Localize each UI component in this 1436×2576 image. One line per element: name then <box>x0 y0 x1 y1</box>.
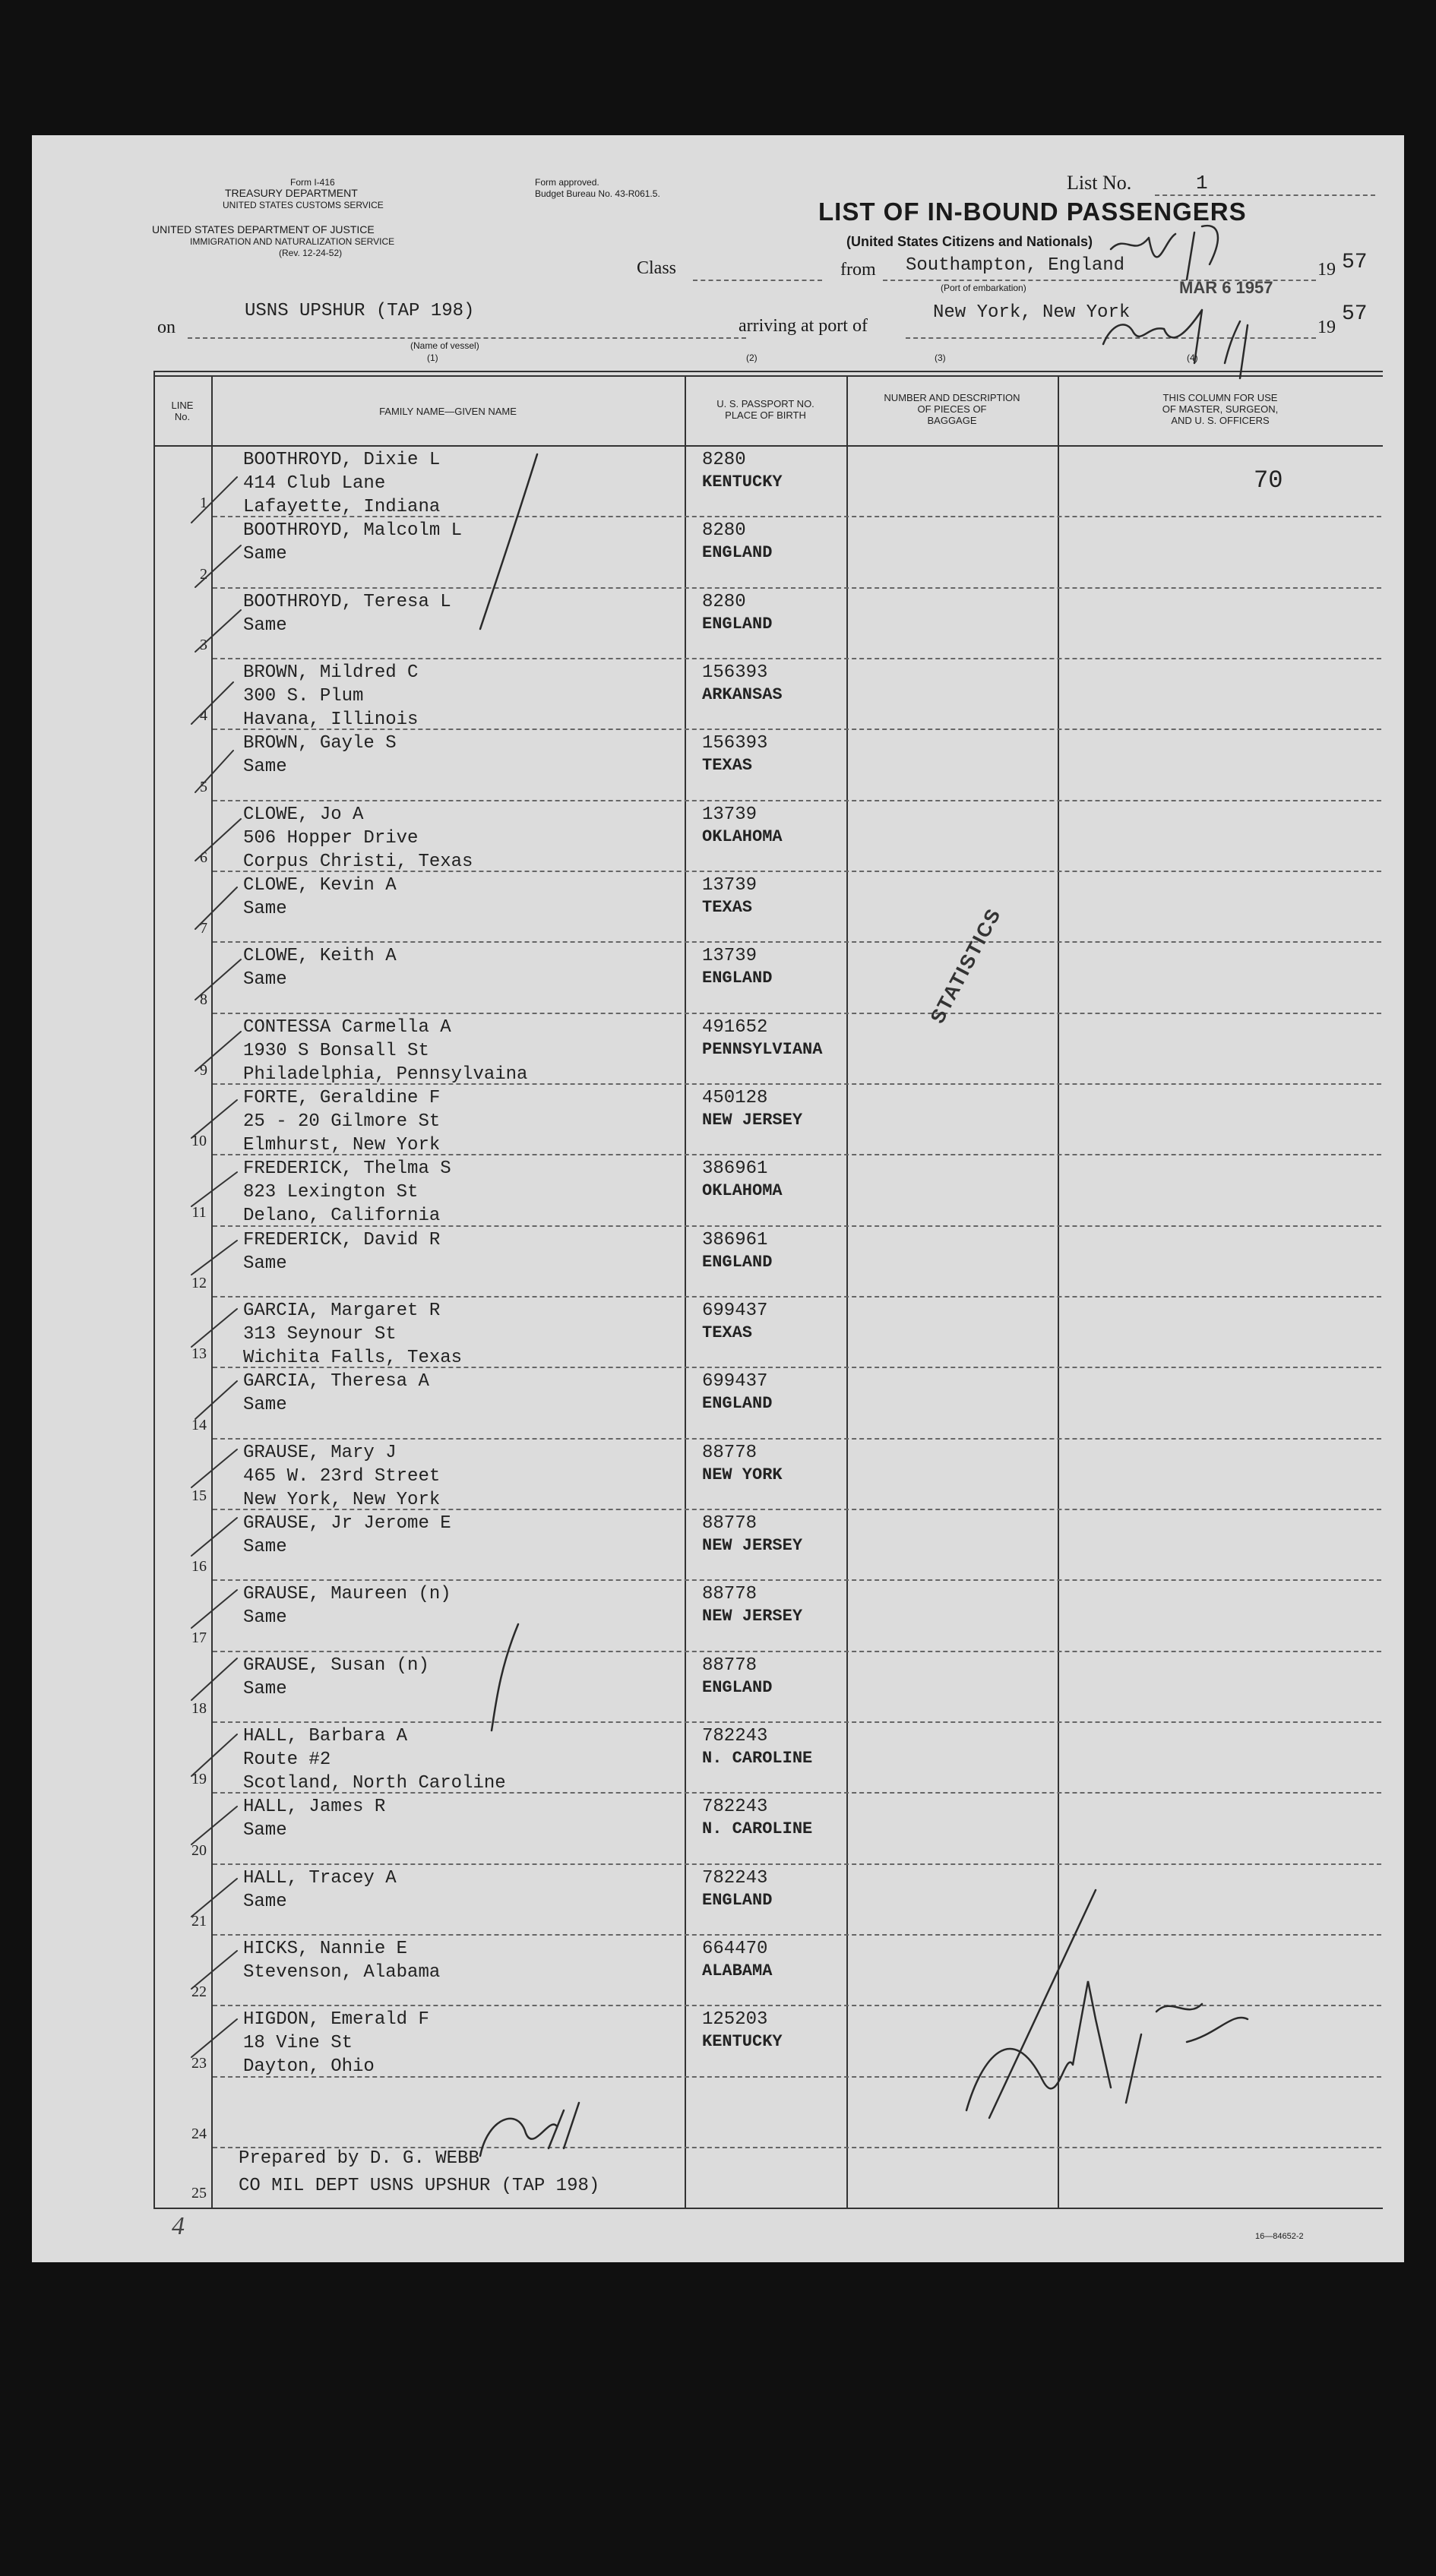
line-number: 16 <box>191 1558 207 1575</box>
header-line-no-1: LINE <box>171 400 194 411</box>
class-label: Class <box>637 258 677 278</box>
passenger-name: GRAUSE, Mary J <box>243 1443 397 1463</box>
place-of-birth: ALABAMA <box>702 1961 773 1980</box>
statistics-stamp: STATISTICS <box>925 903 1006 1028</box>
header-passport-2: PLACE OF BIRTH <box>725 409 806 421</box>
header-officers-3: AND U. S. OFFICERS <box>1171 415 1270 426</box>
prepared-department: CO MIL DEPT USNS UPSHUR (TAP 198) <box>239 2176 600 2196</box>
line-number: 9 <box>200 1062 207 1079</box>
bottom-left-mark: 4 <box>172 2212 185 2240</box>
line-number: 18 <box>191 1700 207 1717</box>
passenger-address: 414 Club Lane <box>243 473 386 494</box>
passenger-address: 506 Hopper Drive <box>243 828 419 849</box>
header-officers-1: THIS COLUMN FOR USE <box>1162 392 1278 403</box>
list-number: 1 <box>1196 172 1208 194</box>
list-no-label: List No. <box>1067 172 1132 194</box>
form-number: Form I-416 <box>290 177 335 188</box>
place-of-birth: TEXAS <box>702 1323 753 1342</box>
place-of-birth: NEW JERSEY <box>702 1536 803 1555</box>
header-passport-1: U. S. PASSPORT NO. <box>716 398 814 409</box>
passenger-address: Corpus Christi, Texas <box>243 852 473 872</box>
arriving-label: arriving at port of <box>739 316 868 336</box>
passenger-name: HALL, Barbara A <box>243 1726 408 1746</box>
vessel-name: USNS UPSHUR (TAP 198) <box>245 301 475 321</box>
place-of-birth: ENGLAND <box>702 543 773 562</box>
line-number: 6 <box>200 849 207 866</box>
passport-number: 156393 <box>702 662 768 683</box>
document-subtitle: (United States Citizens and Nationals) <box>846 234 1093 249</box>
treasury-department: TREASURY DEPARTMENT <box>225 187 358 199</box>
on-label: on <box>157 318 176 337</box>
place-of-birth: NEW JERSEY <box>702 1607 803 1626</box>
form-approved: Form approved. <box>535 177 599 188</box>
passport-number: 386961 <box>702 1158 768 1179</box>
passport-number: 88778 <box>702 1513 758 1534</box>
passenger-name: CLOWE, Kevin A <box>243 875 397 896</box>
line-number: 17 <box>191 1629 207 1646</box>
from-label: from <box>840 260 876 280</box>
place-of-birth: N. CAROLINE <box>702 1819 813 1838</box>
passenger-address: Same <box>243 615 287 636</box>
passenger-name: HIGDON, Emerald F <box>243 2009 429 2030</box>
passenger-address: Dayton, Ohio <box>243 2056 375 2077</box>
passenger-address: 823 Lexington St <box>243 1182 419 1203</box>
passenger-address: Elmhurst, New York <box>243 1135 441 1155</box>
place-of-birth: ENGLAND <box>702 615 773 634</box>
passport-number: 88778 <box>702 1584 758 1604</box>
line-number: 19 <box>191 1771 207 1787</box>
header-officers-2: OF MASTER, SURGEON, <box>1162 403 1279 415</box>
passenger-address: Route #2 <box>243 1749 331 1770</box>
passenger-name: GARCIA, Margaret R <box>243 1301 441 1321</box>
header-baggage-3: BAGGAGE <box>927 415 977 426</box>
document-title: LIST OF IN-BOUND PASSENGERS <box>818 198 1247 226</box>
caption-1: (1) <box>427 352 438 363</box>
place-of-birth: TEXAS <box>702 898 753 917</box>
line-number: 13 <box>191 1345 207 1362</box>
header-line-no-2: No. <box>174 411 191 422</box>
form-code: 16—84652-2 <box>1255 2232 1304 2241</box>
passport-number: 125203 <box>702 2009 768 2030</box>
passenger-name: HALL, James R <box>243 1797 386 1817</box>
passenger-name: GRAUSE, Susan (n) <box>243 1655 429 1676</box>
line-number: 5 <box>200 779 207 795</box>
passenger-name: BROWN, Mildred C <box>243 662 419 683</box>
revision-date: (Rev. 12-24-52) <box>279 248 343 258</box>
passenger-address: Havana, Illinois <box>243 710 419 730</box>
place-of-birth: ENGLAND <box>702 1891 773 1910</box>
passport-number: 13739 <box>702 804 758 825</box>
passport-number: 88778 <box>702 1655 758 1676</box>
caption-2: (2) <box>746 352 758 363</box>
passenger-address: Scotland, North Caroline <box>243 1773 506 1794</box>
department-of-justice: UNITED STATES DEPARTMENT OF JUSTICE <box>152 223 375 235</box>
line-number: 8 <box>200 991 207 1008</box>
passenger-address: Same <box>243 1892 287 1912</box>
header-baggage-2: OF PIECES OF <box>917 403 987 415</box>
passenger-address: 313 Seynour St <box>243 1324 397 1345</box>
passport-number: 13739 <box>702 946 758 966</box>
passenger-address: 300 S. Plum <box>243 686 364 706</box>
place-of-birth: TEXAS <box>702 756 753 775</box>
line-number: 4 <box>200 707 207 724</box>
line-number: 24 <box>191 2126 207 2142</box>
passenger-address: Delano, California <box>243 1206 441 1226</box>
passenger-address: Same <box>243 1537 287 1557</box>
place-of-birth: OKLAHOMA <box>702 1181 783 1200</box>
passenger-name: HALL, Tracey A <box>243 1868 397 1889</box>
place-of-birth: ENGLAND <box>702 1253 773 1272</box>
prepared-by: Prepared by D. G. WEBB <box>239 2148 479 2169</box>
passport-number: 450128 <box>702 1088 768 1108</box>
line-number: 22 <box>191 1983 207 2000</box>
passenger-address: Same <box>243 1607 287 1628</box>
customs-service: UNITED STATES CUSTOMS SERVICE <box>223 200 384 210</box>
place-of-birth: NEW YORK <box>702 1465 783 1484</box>
passport-number: 13739 <box>702 875 758 896</box>
line-number: 20 <box>191 1842 207 1859</box>
passport-number: 782243 <box>702 1797 768 1817</box>
passport-number: 8280 <box>702 592 746 612</box>
header-family-name-text: FAMILY NAME—GIVEN NAME <box>379 406 517 417</box>
passenger-address: Same <box>243 899 287 919</box>
line-number: 23 <box>191 2055 207 2072</box>
caption-4: (4) <box>1187 352 1198 363</box>
passport-number: 386961 <box>702 1230 768 1250</box>
manifest-page <box>32 135 1404 2262</box>
passenger-name: GRAUSE, Maureen (n) <box>243 1584 451 1604</box>
line-number: 25 <box>191 2185 207 2201</box>
passport-number: 664470 <box>702 1939 768 1959</box>
passenger-address: New York, New York <box>243 1490 441 1510</box>
passenger-name: BOOTHROYD, Malcolm L <box>243 520 463 541</box>
line-number: 1 <box>200 495 207 511</box>
passport-number: 491652 <box>702 1017 768 1038</box>
passenger-address: Same <box>243 1820 287 1841</box>
line-number: 7 <box>200 920 207 937</box>
header-baggage-1: NUMBER AND DESCRIPTION <box>884 392 1020 403</box>
passenger-name: BOOTHROYD, Teresa L <box>243 592 451 612</box>
year-bottom: 57 <box>1342 302 1368 326</box>
passenger-name: FREDERICK, Thelma S <box>243 1158 451 1179</box>
line-number: 3 <box>200 637 207 653</box>
passenger-address: 25 - 20 Gilmore St <box>243 1111 441 1132</box>
place-of-birth: OKLAHOMA <box>702 827 783 846</box>
line-number: 11 <box>191 1204 207 1221</box>
year-prefix-bottom: 19 <box>1317 318 1336 337</box>
passenger-address: Stevenson, Alabama <box>243 1962 441 1983</box>
passport-number: 699437 <box>702 1301 768 1321</box>
year-prefix-top: 19 <box>1317 260 1336 280</box>
place-of-birth: KENTUCKY <box>702 473 783 491</box>
place-of-birth: ENGLAND <box>702 969 773 988</box>
passenger-address: Same <box>243 1253 287 1274</box>
passenger-name: CONTESSA Carmella A <box>243 1017 451 1038</box>
passenger-name: HICKS, Nannie E <box>243 1939 408 1959</box>
passenger-name: FORTE, Geraldine F <box>243 1088 441 1108</box>
passenger-address: Wichita Falls, Texas <box>243 1348 463 1368</box>
arrival-date-stamp: MAR 6 1957 <box>1179 278 1273 297</box>
place-of-birth: NEW JERSEY <box>702 1111 803 1130</box>
port-of-arrival: New York, New York <box>933 302 1131 323</box>
officer-note: 70 <box>1254 466 1283 495</box>
passport-number: 782243 <box>702 1868 768 1889</box>
passenger-name: BOOTHROYD, Dixie L <box>243 450 441 470</box>
passenger-name: GARCIA, Theresa A <box>243 1371 429 1392</box>
line-number: 21 <box>191 1913 207 1930</box>
port-of-embarkation: Southampton, England <box>906 255 1125 276</box>
passenger-name: CLOWE, Jo A <box>243 804 364 825</box>
passenger-address: 1930 S Bonsall St <box>243 1041 429 1061</box>
place-of-birth: N. CAROLINE <box>702 1749 813 1768</box>
place-of-birth: PENNSYLVIANA <box>702 1040 823 1059</box>
handwritten-marks <box>32 135 1404 2262</box>
passenger-address: Same <box>243 969 287 990</box>
passenger-name: BROWN, Gayle S <box>243 733 397 754</box>
passenger-name: FREDERICK, David R <box>243 1230 441 1250</box>
passenger-address: Lafayette, Indiana <box>243 497 441 517</box>
passenger-name: CLOWE, Keith A <box>243 946 397 966</box>
line-number: 12 <box>191 1275 207 1291</box>
passenger-address: Same <box>243 1395 287 1415</box>
passport-number: 8280 <box>702 450 746 470</box>
passport-number: 782243 <box>702 1726 768 1746</box>
passport-number: 8280 <box>702 520 746 541</box>
place-of-birth: ENGLAND <box>702 1678 773 1697</box>
passenger-address: 465 W. 23rd Street <box>243 1466 441 1487</box>
passport-number: 156393 <box>702 733 768 754</box>
passenger-address: Same <box>243 757 287 777</box>
passenger-address: Same <box>243 544 287 564</box>
line-number: 2 <box>200 566 207 583</box>
caption-3: (3) <box>935 352 946 363</box>
passport-number: 88778 <box>702 1443 758 1463</box>
naturalization-service: IMMIGRATION AND NATURALIZATION SERVICE <box>190 236 395 247</box>
passenger-address: Same <box>243 1679 287 1699</box>
passport-number: 699437 <box>702 1371 768 1392</box>
passenger-address: Philadelphia, Pennsylvaina <box>243 1064 528 1085</box>
year-top: 57 <box>1342 251 1368 274</box>
place-of-birth: ENGLAND <box>702 1394 773 1413</box>
vessel-caption: (Name of vessel) <box>410 340 479 351</box>
embarkation-caption: (Port of embarkation) <box>941 283 1026 293</box>
place-of-birth: ARKANSAS <box>702 685 783 704</box>
line-number: 10 <box>191 1133 207 1149</box>
budget-bureau-number: Budget Bureau No. 43-R061.5. <box>535 188 660 199</box>
line-number: 14 <box>191 1417 207 1433</box>
passenger-address: 18 Vine St <box>243 2033 353 2053</box>
passenger-name: GRAUSE, Jr Jerome E <box>243 1513 451 1534</box>
line-number: 15 <box>191 1487 207 1504</box>
place-of-birth: KENTUCKY <box>702 2032 783 2051</box>
